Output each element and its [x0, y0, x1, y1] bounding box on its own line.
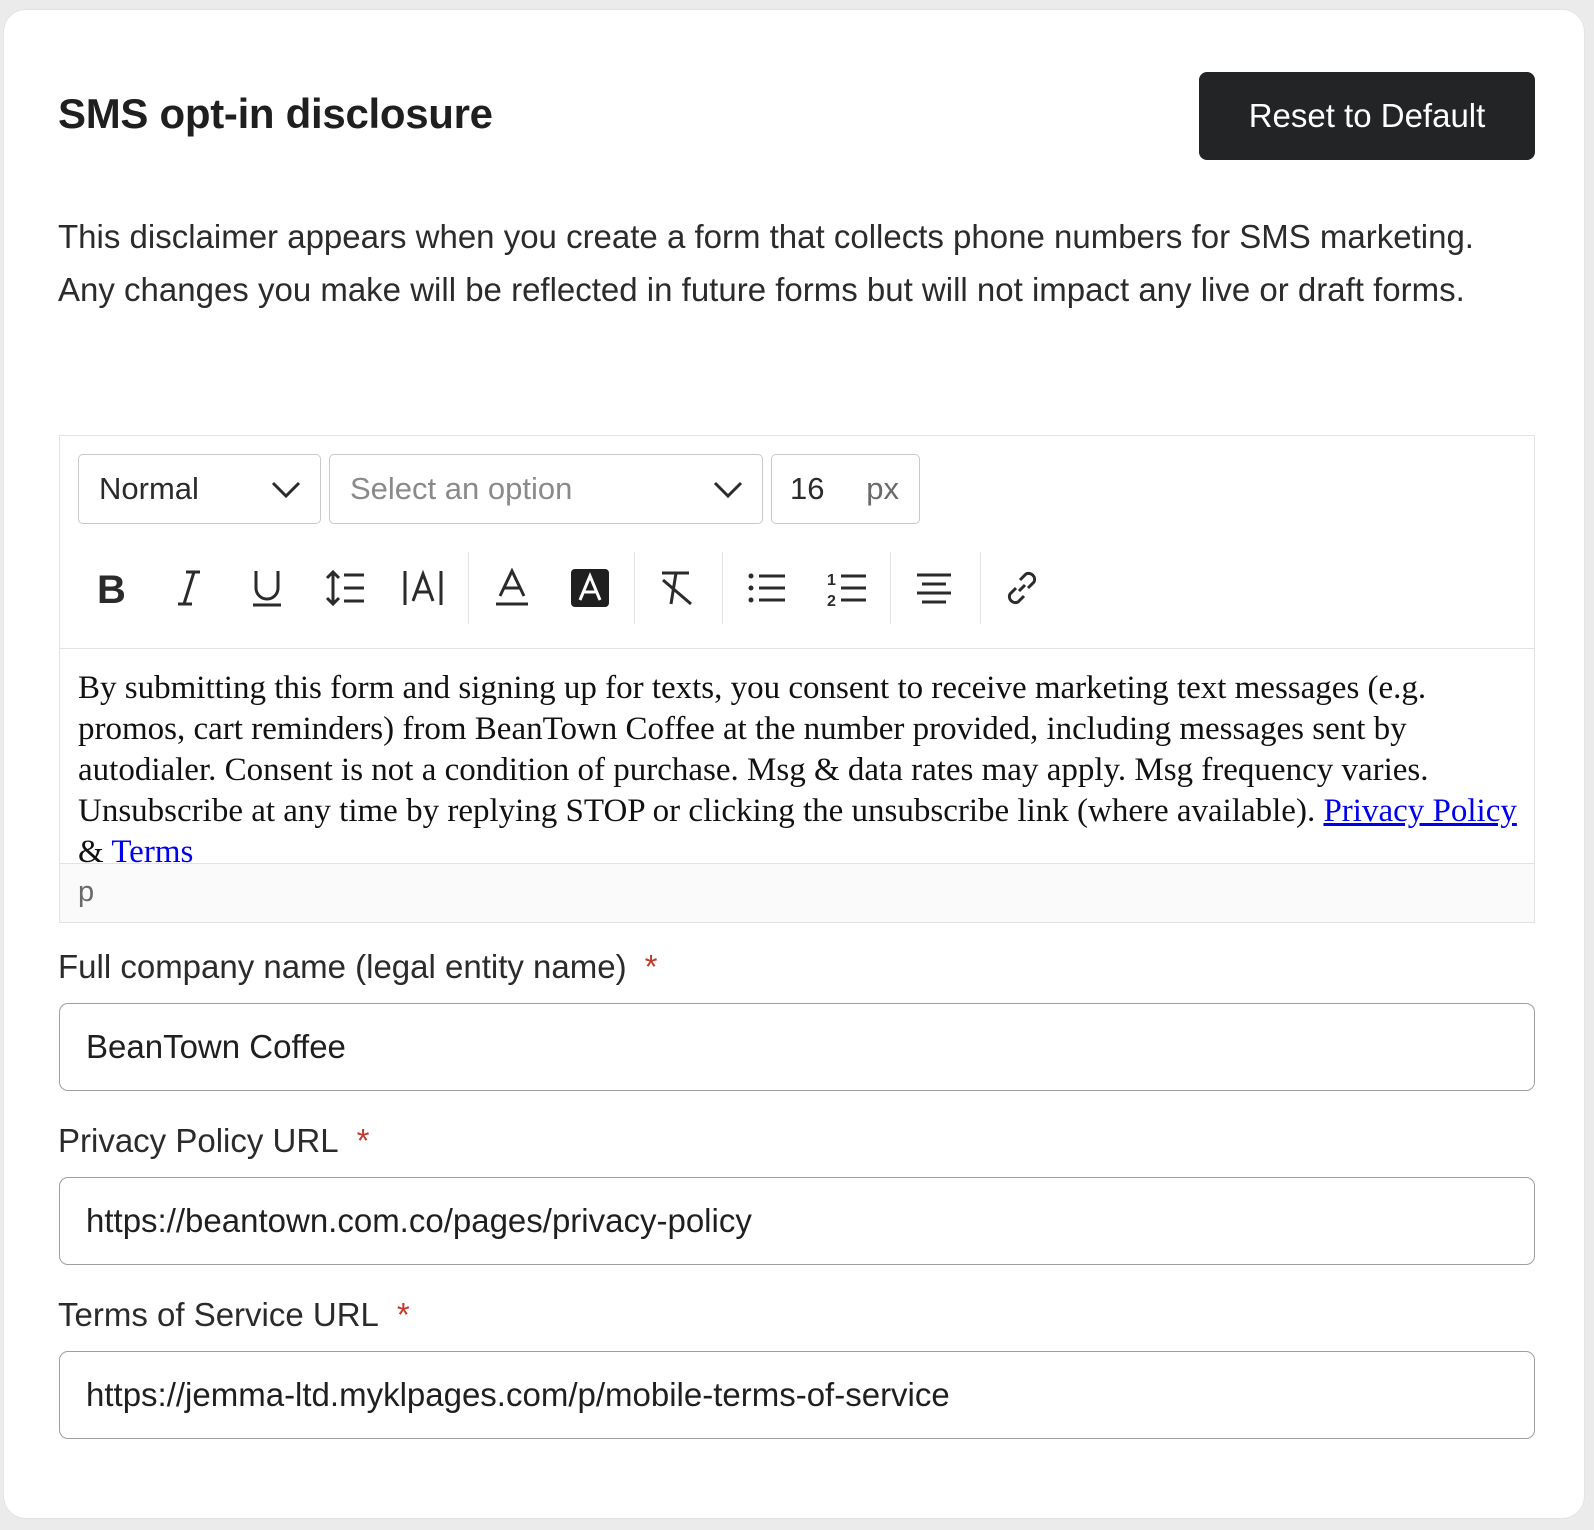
required-asterisk: *: [356, 1122, 370, 1159]
text-style-value: Normal: [99, 471, 199, 506]
terms-url-input[interactable]: [59, 1351, 1535, 1439]
underline-icon[interactable]: [236, 548, 298, 628]
chevron-down-icon: [712, 475, 744, 503]
required-asterisk: *: [644, 948, 658, 985]
line-height-icon[interactable]: [314, 548, 376, 628]
privacy-url-input[interactable]: [59, 1177, 1535, 1265]
element-path: p: [78, 876, 95, 908]
svg-text:2: 2: [827, 593, 836, 608]
required-asterisk: *: [396, 1296, 410, 1333]
sms-disclosure-card: [4, 10, 1584, 1518]
svg-text:1: 1: [827, 572, 836, 589]
bold-icon[interactable]: [80, 548, 142, 628]
company-name-input[interactable]: [59, 1003, 1535, 1091]
link-icon[interactable]: [991, 548, 1053, 628]
font-size-unit: px: [866, 471, 899, 506]
link-separator: &: [78, 834, 104, 863]
editor-status-bar: [60, 863, 1534, 922]
page-title: SMS opt-in disclosure: [58, 90, 493, 137]
editor-content[interactable]: [78, 668, 1524, 863]
disclosure-text: By submitting this form and signing up for texts, you consent to receive marketing text messages (e.g. promos, cart reminders) from BeanTown Coffee at the number provided, including messages sent by autodialer. Consent is not a condition of purchase. Msg & data rates may apply. Msg frequency varies. Unsubscribe at any time by replying STOP or clicking the unsubscribe link (where available).: [78, 670, 1429, 829]
terms-url-label: Terms of Service URL *: [58, 1296, 410, 1333]
italic-icon[interactable]: [158, 548, 220, 628]
numbered-list-icon[interactable]: [816, 548, 878, 628]
text-style-select[interactable]: [78, 454, 321, 524]
highlight-color-icon[interactable]: [559, 548, 621, 628]
text-color-icon[interactable]: [481, 548, 543, 628]
chevron-down-icon: [270, 475, 302, 503]
svg-text:B: B: [97, 568, 126, 608]
privacy-url-label: Privacy Policy URL *: [58, 1122, 370, 1159]
bullet-list-icon[interactable]: [736, 548, 798, 628]
description-text: This disclaimer appears when you create a form that collects phone numbers for SMS marketing. Any changes you make will be reflected in future forms but will not impact any live or draft forms.: [58, 218, 1474, 308]
reset-to-default-button[interactable]: Reset to Default: [1199, 72, 1535, 160]
editor-toolbar-buttons: [78, 548, 1078, 628]
clear-format-icon[interactable]: [646, 548, 708, 628]
align-center-icon[interactable]: [903, 548, 965, 628]
privacy-policy-link[interactable]: Privacy Policy: [1323, 793, 1517, 829]
rich-text-editor: [59, 435, 1535, 923]
font-family-placeholder: Select an option: [350, 471, 573, 506]
terms-link[interactable]: Terms: [111, 834, 194, 863]
company-name-label: Full company name (legal entity name) *: [58, 948, 658, 985]
font-size-value: 16: [790, 471, 825, 506]
letter-spacing-icon[interactable]: [392, 548, 454, 628]
font-size-input[interactable]: [771, 454, 920, 524]
font-family-select[interactable]: [329, 454, 763, 524]
